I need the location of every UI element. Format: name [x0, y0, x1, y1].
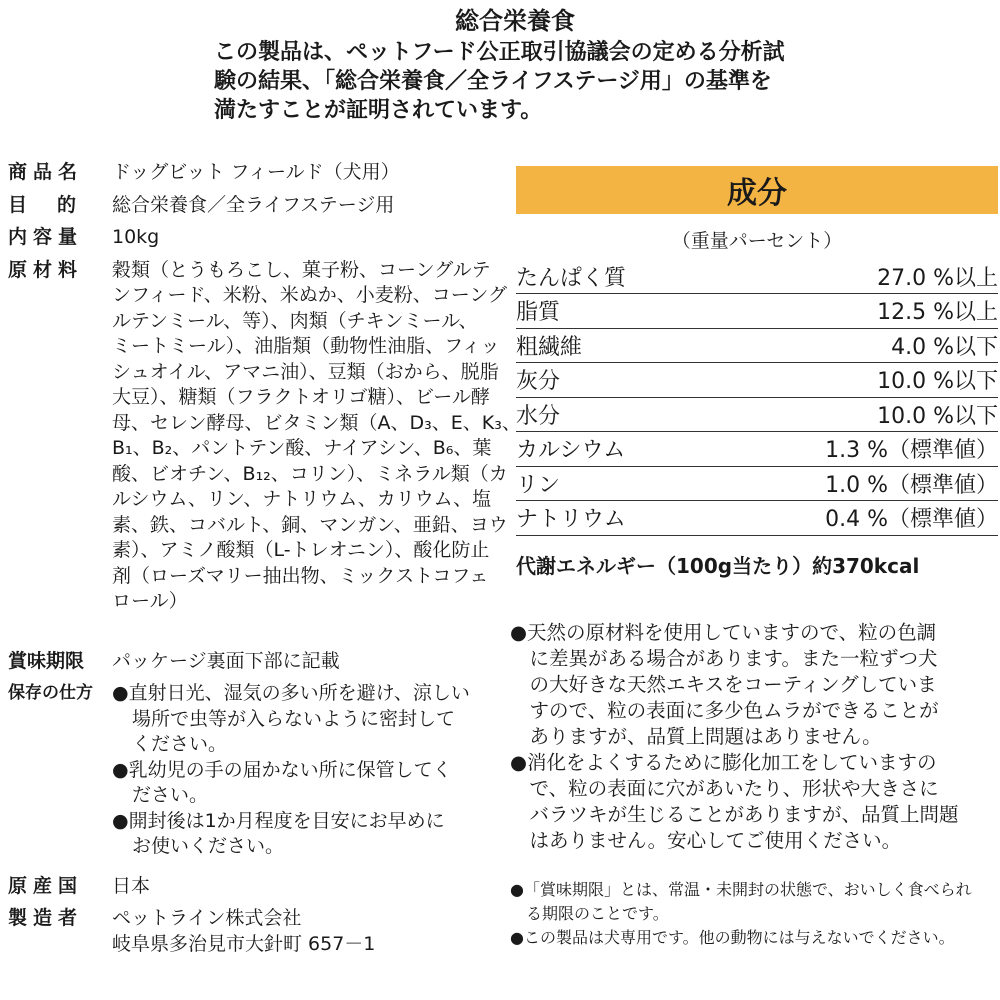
analysis-table — [516, 259, 998, 536]
purpose-row — [8, 193, 498, 219]
ingredients-line: シュオイル、アマニ油）、豆類（おから、脱脂 — [112, 360, 499, 383]
nutrient-name: リン — [516, 472, 561, 498]
analysis-unit: （重量パーセント） — [671, 230, 843, 252]
purpose: 総合栄養食／全ライフステージ用 — [112, 193, 395, 216]
analysis-row — [516, 294, 998, 329]
ingredients-line: 酸、ビオチン、B₁₂、コリン）、ミネラル類（カ — [112, 462, 508, 485]
purpose-label: 目的 — [8, 193, 107, 216]
storage-line: ●開封後は1か月程度を目安にお早めに — [112, 809, 445, 832]
note-line: で、粒の表面に穴があいたり、形状や大きさに — [510, 777, 939, 800]
expiry: パッケージ裏面下部に記載 — [112, 649, 340, 672]
content-label: 内容量 — [8, 226, 84, 248]
analysis-row — [516, 501, 998, 536]
note-line: に差異がある場合があります。また一粒ずつ犬 — [510, 647, 938, 670]
notice-line: この製品は、ペットフード公正取引協議会の定める分析試 — [214, 40, 785, 65]
ingredients-line: 剤（ローズマリー抽出物、ミックストコフェ — [112, 564, 489, 587]
nutrient-name: 粗繊維 — [516, 334, 583, 360]
content: 10kg — [112, 226, 160, 248]
footnote-line: る期限のことです。 — [510, 904, 669, 923]
note-line: はありません。安心してご使用ください。 — [510, 829, 902, 852]
nutrient-name: 脂質 — [516, 300, 561, 326]
ingredients-row — [8, 258, 521, 615]
analysis-row — [516, 363, 998, 398]
storage-line: 場所で虫等が入らないように密封して — [132, 707, 456, 730]
ingredients-line: ルシウム、リン、ナトリウム、カリウム、塩 — [112, 488, 492, 510]
notice-body — [214, 38, 834, 125]
storage-line: ●直射日光、湿気の多い所を避け、涼しい — [112, 682, 470, 704]
ingredients-line: 穀類（とうもろこし、菓子粉、コーングルテ — [112, 258, 491, 281]
nutrient-value: 1.0 %（標準値） — [825, 472, 998, 498]
analysis-row — [516, 328, 998, 363]
nutrient-name: カルシウム — [516, 438, 626, 464]
nutrient-name: たんぱく質 — [516, 265, 627, 291]
nutrient-value: 27.0 %以上 — [877, 265, 998, 291]
nutrient-name: 水分 — [516, 403, 561, 429]
nutrient-value: 10.0 %以下 — [877, 403, 998, 429]
storage-line: お使いください。 — [132, 835, 285, 857]
maker-address: 岐阜県多治見市大針町 657－1 — [112, 932, 376, 955]
ingredients — [112, 258, 521, 615]
ingredients-line: ミートミール）、油脂類（動物性油脂、フィッ — [112, 335, 500, 357]
maker — [112, 906, 498, 957]
maker-name: ペットライン株式会社 — [112, 907, 302, 929]
product-name-row — [8, 160, 498, 186]
ingredients-line: B₁、B₂、パントテン酸、ナイアシン、B₆、葉 — [112, 437, 492, 459]
notice-title: 総合栄養食 — [455, 7, 575, 35]
ingredients-line: ルテンミール、等）、肉類（チキンミール、 — [112, 309, 478, 332]
maker-label: 製造者 — [8, 907, 84, 929]
analysis-row — [516, 432, 998, 467]
maker-row — [8, 906, 498, 957]
note-line: すので、粒の表面に多少色ムラができることが — [510, 699, 939, 722]
storage-row — [8, 681, 498, 860]
nutrient-name: ナトリウム — [516, 507, 626, 533]
ingredients-line: ンフィード、米粉、米ぬか、小麦粉、コーング — [112, 284, 508, 306]
nutrient-value: 12.5 %以上 — [877, 300, 998, 326]
analysis-heading: 成分 — [516, 166, 998, 214]
expiry-label: 賞味期限 — [8, 649, 85, 672]
ingredients-line: 素、鉄、コバルト、銅、マンガン、亜鉛、ヨウ — [112, 513, 508, 536]
ingredients-line: 大豆）、糖類（フラクトオリゴ糖）、ビール酵 — [112, 386, 490, 408]
analysis-row — [516, 397, 998, 432]
nutrient-name: 灰分 — [516, 369, 561, 395]
nutrient-value: 1.3 %（標準値） — [825, 438, 998, 464]
nutrient-value: 4.0 %以下 — [891, 334, 998, 360]
nutrition-notice — [0, 6, 1000, 123]
ingredients-line: 素）、アミノ酸類（L-トレオニン）、酸化防止 — [112, 539, 490, 561]
metabolic-energy: 代謝エネルギー（100g当たり）約370kcal — [516, 553, 920, 578]
storage-line: ください。 — [132, 733, 228, 755]
origin-label: 原産国 — [8, 874, 84, 897]
notice-line: 験の結果、「総合栄養食／全ライフステージ用」の基準を — [214, 69, 772, 94]
origin: 日本 — [112, 874, 151, 897]
ingredients-label: 原材料 — [8, 258, 84, 281]
storage-label: 保存の仕方 — [8, 683, 93, 703]
product-notes — [510, 620, 1000, 854]
product-name-label: 商品名 — [8, 161, 84, 183]
note-line: ●消化をよくするために膨化加工をしていますの — [510, 751, 937, 774]
origin-row — [8, 874, 498, 900]
analysis-panel — [516, 166, 998, 579]
notice-line: 満たすことが証明されています。 — [214, 98, 543, 123]
analysis-row — [516, 466, 998, 501]
nutrient-value: 0.4 %（標準値） — [825, 507, 998, 533]
product-info — [8, 160, 521, 957]
note-line: ●天然の原材料を使用していますので、粒の色調 — [510, 621, 937, 644]
content-row — [8, 225, 498, 251]
footnotes — [510, 878, 1000, 950]
storage-line: ●乳幼児の手の届かない所に保管してく — [112, 758, 452, 781]
nutrient-value: 10.0 %以下 — [877, 369, 998, 395]
note-line: ありますが、品質上問題はありません。 — [510, 725, 882, 748]
analysis-row — [516, 259, 998, 294]
note-line: の大好きな天然エキスをコーティングしていま — [510, 673, 937, 696]
storage-instructions — [112, 681, 498, 860]
note-line: バラツキが生じることがありますが、品質上問題 — [510, 803, 959, 826]
expiry-row — [8, 649, 498, 675]
storage-line: ださい。 — [132, 784, 209, 806]
footnote-line: ●この製品は犬専用です。他の動物には与えないでください。 — [510, 928, 955, 947]
footnote-line: ●「賞味期限」とは、常温・未開封の状態で、おいしく食べられ — [510, 880, 972, 899]
ingredients-line: 母、セレン酵母、ビタミン類（A、D₃、E、K₃、 — [112, 411, 521, 434]
product-name: ドッグビット フィールド（犬用） — [112, 161, 400, 183]
ingredients-line: ロール） — [112, 590, 188, 612]
